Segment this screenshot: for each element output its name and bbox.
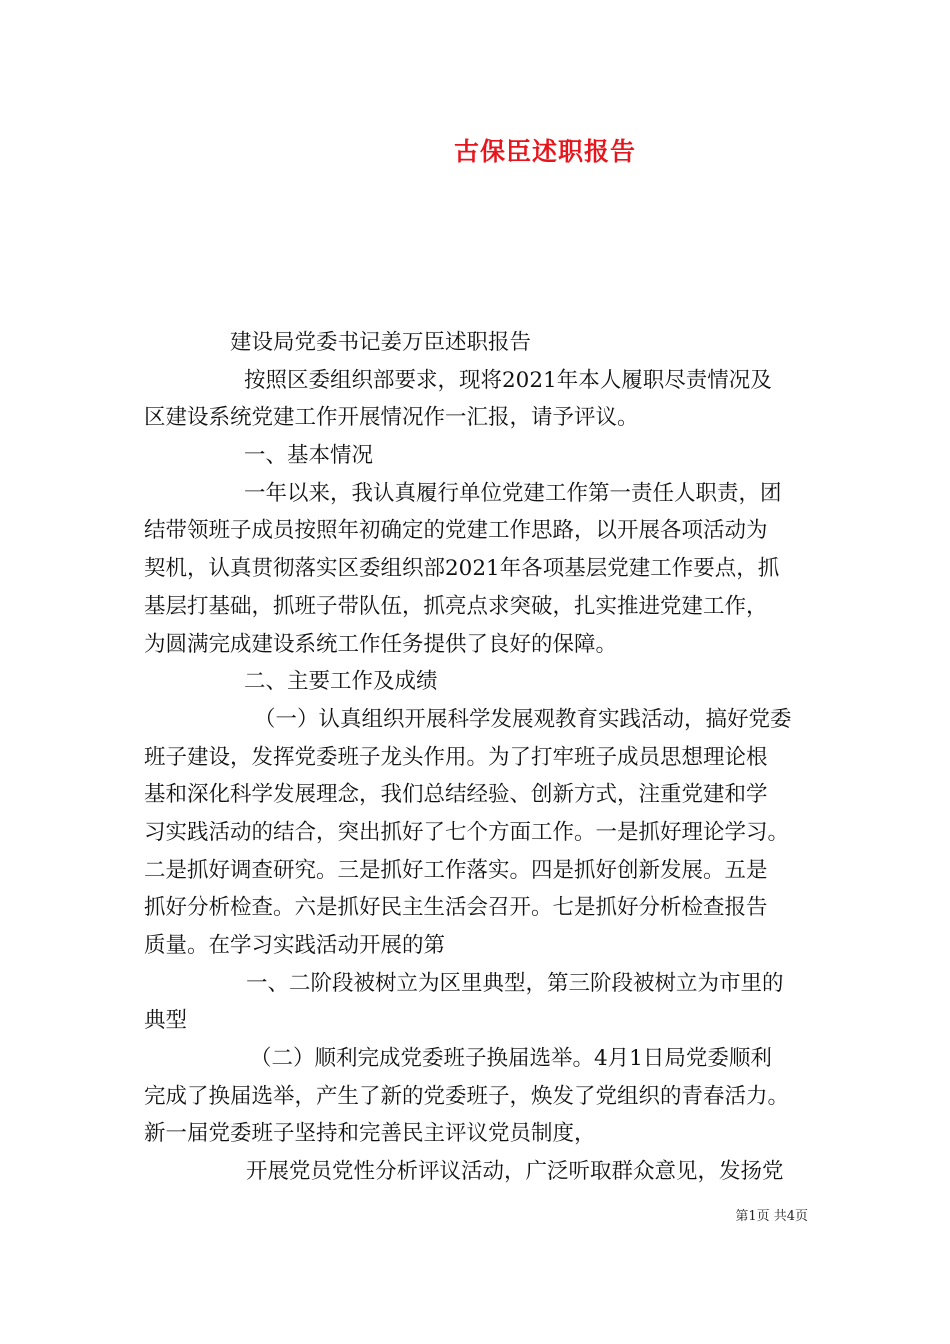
body-line: 一、二阶段被树立为区里典型，第三阶段被树立为市里的 <box>246 970 784 996</box>
body-line: 基层打基础，抓班子带队伍，抓亮点求突破，扎实推进党建工作， <box>144 593 768 619</box>
document-title: 古保臣述职报告 <box>453 137 636 166</box>
body-line: 按照区委组织部要求，现将2021年本人履职尽责情况及 <box>244 367 772 393</box>
body-line: 为圆满完成建设系统工作任务提供了良好的保障。 <box>144 631 618 657</box>
body-line: 完成了换届选举，产生了新的党委班子，焕发了党组织的青春活力。 <box>144 1083 790 1109</box>
section-heading: 二、主要工作及成绩 <box>244 669 438 695</box>
body-line: 班子建设，发挥党委班子龙头作用。为了打牢班子成员思想理论根 <box>144 744 768 770</box>
body-line: 区建设系统党建工作开展情况作一汇报，请予评议。 <box>144 405 639 431</box>
page-number: 第1页 共4页 <box>735 1209 808 1224</box>
body-line: 开展党员党性分析评议活动，广泛听取群众意见，发扬党 <box>246 1159 784 1185</box>
body-line: 结带领班子成员按照年初确定的党建工作思路，以开展各项活动为 <box>144 518 768 544</box>
body-line: （二）顺利完成党委班子换届选举。4月1日局党委顺利 <box>250 1046 772 1072</box>
body-line: 习实践活动的结合，突出抓好了七个方面工作。一是抓好理论学习。 <box>144 819 790 845</box>
body-line: 一年以来，我认真履行单位党建工作第一责任人职责，团 <box>244 480 782 506</box>
body-line: 抓好分析检查。六是抓好民主生活会召开。七是抓好分析检查报告 <box>144 895 768 921</box>
section-heading: 一、基本情况 <box>244 443 374 469</box>
body-line: （一）认真组织开展科学发展观教育实践活动，搞好党委 <box>254 706 792 732</box>
body-line: 基和深化科学发展理念，我们总结经验、创新方式，注重党建和学 <box>144 782 768 808</box>
body-line: 建设局党委书记姜万臣述职报告 <box>230 330 532 355</box>
body-line: 质量。在学习实践活动开展的第 <box>144 933 446 958</box>
body-line: 新一届党委班子坚持和完善民主评议党员制度， <box>144 1121 596 1147</box>
document-body <box>144 324 812 1191</box>
body-line: 契机，认真贯彻落实区委组织部2021年各项基层党建工作要点，抓 <box>144 556 780 582</box>
body-line: 二是抓好调查研究。三是抓好工作落实。四是抓好创新发展。五是 <box>144 857 768 883</box>
body-line: 典型 <box>144 1008 188 1034</box>
